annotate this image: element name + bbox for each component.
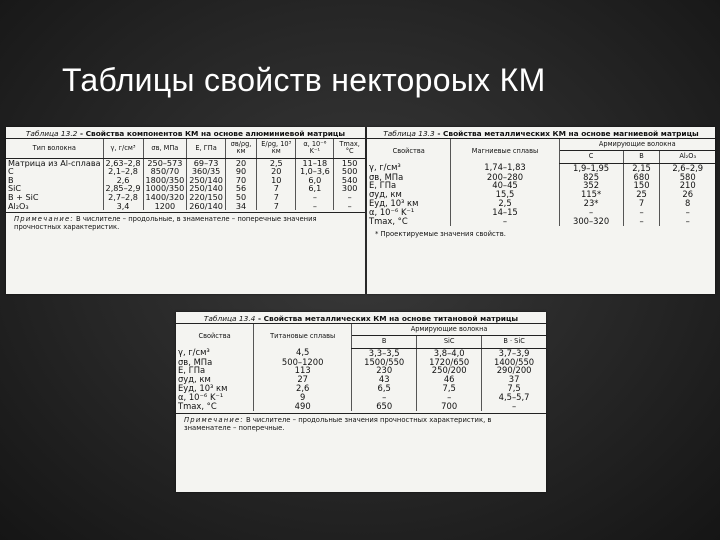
table-cell: σв, МПа bbox=[369, 171, 404, 182]
table-cell: C bbox=[8, 166, 14, 177]
table-cell: 3,4 bbox=[103, 202, 143, 211]
header-cell: Титановые сплавы bbox=[254, 324, 352, 349]
table-cell: 1400/320 bbox=[143, 193, 187, 202]
table-cell: Eуд, 10³ км bbox=[369, 198, 419, 209]
table-row bbox=[176, 348, 546, 357]
table-cell: 6,1 bbox=[296, 184, 334, 193]
header-cell: Тип волокна bbox=[6, 139, 103, 159]
table-row bbox=[367, 217, 715, 226]
table-row bbox=[367, 163, 715, 172]
table-cell: 2,6 bbox=[254, 384, 352, 393]
table-cell: 300–320 bbox=[559, 217, 623, 226]
table-cell: B + SiC bbox=[8, 191, 39, 202]
table-cell: 15,5 bbox=[451, 190, 559, 199]
table-cell: 2,7–2,8 bbox=[103, 193, 143, 202]
table-cell: 7,5 bbox=[482, 384, 546, 393]
header-cell: Свойства bbox=[176, 324, 254, 349]
table-row bbox=[367, 173, 715, 182]
table-cell: 540 bbox=[334, 176, 365, 185]
table-caption: Таблица 13.3 - Свойства металлических КМ на основе магниевой матрицы bbox=[383, 129, 699, 138]
table-cell: 490 bbox=[254, 402, 352, 411]
table-row bbox=[176, 402, 546, 411]
table-cell: 6,5 bbox=[352, 384, 417, 393]
table-cell: 300 bbox=[334, 184, 365, 193]
table-cell: – bbox=[296, 193, 334, 202]
table-cell: γ, г/см³ bbox=[178, 347, 210, 358]
header-cell: B bbox=[352, 336, 417, 348]
table-cell: Tmax, °C bbox=[369, 216, 408, 227]
table-cell: – bbox=[451, 217, 559, 226]
table-cell: 150 bbox=[623, 181, 660, 190]
table-cell: – bbox=[660, 208, 715, 217]
table-cell: 2,15 bbox=[623, 163, 660, 172]
table-cell: 825 bbox=[559, 173, 623, 182]
table-cell: 7,5 bbox=[417, 384, 482, 393]
table-cell: 2,63–2,8 bbox=[103, 158, 143, 167]
table-cell: – bbox=[334, 193, 365, 202]
table-cell: 34 bbox=[225, 202, 256, 211]
table-cell: 7 bbox=[257, 184, 296, 193]
table-cell: 7 bbox=[623, 199, 660, 208]
header-cell: E, ГПа bbox=[187, 139, 226, 159]
header-cell: α, 10⁻⁶ K⁻¹ bbox=[296, 139, 334, 159]
table-row bbox=[6, 202, 365, 211]
table-cell: 1500/550 bbox=[352, 358, 417, 367]
table-cell: 1,0–3,6 bbox=[296, 167, 334, 176]
table-note: Примечание: В числителе – продольные, в знаменателе – поперечные значения прочностных характеристик. bbox=[6, 212, 365, 231]
magnesium-matrix-table bbox=[367, 138, 715, 226]
table-cell: 2,6–2,9 bbox=[660, 163, 715, 172]
table-cell: 10 bbox=[257, 176, 296, 185]
table-cell: 70 bbox=[225, 176, 256, 185]
table-cell: 37 bbox=[482, 375, 546, 384]
slide-title: Таблицы свойств нектороых КМ bbox=[62, 62, 546, 98]
table-cell: 25 bbox=[623, 190, 660, 199]
table-row bbox=[367, 199, 715, 208]
table-cell: 220/150 bbox=[187, 193, 226, 202]
table-cell: 7 bbox=[257, 202, 296, 211]
table-row bbox=[176, 393, 546, 402]
table-cell: 200–280 bbox=[451, 173, 559, 182]
table-cell: 2,6 bbox=[103, 176, 143, 185]
header-group: Армирующие волокна bbox=[352, 324, 546, 336]
table-cell: E, ГПа bbox=[178, 365, 206, 376]
table-cell: 500–1200 bbox=[254, 358, 352, 367]
table-cell: 46 bbox=[417, 375, 482, 384]
table-row bbox=[176, 366, 546, 375]
table-cell: 14–15 bbox=[451, 208, 559, 217]
table-cell: 113 bbox=[254, 366, 352, 375]
table-cell: 1400/550 bbox=[482, 358, 546, 367]
table-cell: Tmax, °C bbox=[178, 401, 217, 412]
table-13-3-image bbox=[367, 127, 715, 294]
table-cell: 352 bbox=[559, 181, 623, 190]
titanium-matrix-table bbox=[176, 323, 546, 411]
table-cell: 1,9–1,95 bbox=[559, 163, 623, 172]
table-row bbox=[176, 375, 546, 384]
table-cell: 680 bbox=[623, 173, 660, 182]
header-cell: σв/ρg, км bbox=[225, 139, 256, 159]
table-cell: – bbox=[623, 217, 660, 226]
table-cell: 27 bbox=[254, 375, 352, 384]
aluminum-matrix-table bbox=[6, 138, 365, 210]
table-cell: – bbox=[296, 202, 334, 211]
table-cell: 4,5 bbox=[254, 348, 352, 357]
table-cell: – bbox=[417, 393, 482, 402]
table-cell: 1200 bbox=[143, 202, 187, 211]
table-cell: 1720/650 bbox=[417, 358, 482, 367]
table-cell: 20 bbox=[225, 158, 256, 167]
table-cell: 360/35 bbox=[187, 167, 226, 176]
table-cell: – bbox=[660, 217, 715, 226]
header-cell: B bbox=[623, 151, 660, 163]
table-cell: SiC bbox=[8, 183, 22, 194]
header-cell: C bbox=[559, 151, 623, 163]
header-cell: γ, г/см³ bbox=[103, 139, 143, 159]
table-cell: 260/140 bbox=[187, 202, 226, 211]
table-cell: – bbox=[559, 208, 623, 217]
table-cell: 40–45 bbox=[451, 181, 559, 190]
table-cell: Eуд, 10³ км bbox=[178, 383, 228, 394]
table-cell: 2,1–2,8 bbox=[103, 167, 143, 176]
table-cell: 3,3–3,5 bbox=[352, 348, 417, 357]
table-cell: 7 bbox=[257, 193, 296, 202]
table-cell: – bbox=[623, 208, 660, 217]
table-cell: 1800/350 bbox=[143, 176, 187, 185]
table-cell: σуд, км bbox=[178, 374, 211, 385]
table-cell: 250/140 bbox=[187, 176, 226, 185]
header-cell: σв, МПа bbox=[143, 139, 187, 159]
table-cell: 43 bbox=[352, 375, 417, 384]
table-cell: α, 10⁻⁶ K⁻¹ bbox=[369, 207, 415, 218]
table-cell: Al₂O₃ bbox=[8, 200, 29, 211]
table-cell: 250/140 bbox=[187, 184, 226, 193]
header-cell: E/ρg, 10³ км bbox=[257, 139, 296, 159]
table-13-4-image bbox=[176, 312, 546, 492]
table-row bbox=[6, 184, 365, 193]
table-cell: σуд, км bbox=[369, 189, 402, 200]
table-caption: Таблица 13.4 - Свойства металлических КМ на основе титановой матрицы bbox=[203, 314, 519, 323]
header-cell: Tmax, °C bbox=[334, 139, 365, 159]
table-cell: 290/200 bbox=[482, 366, 546, 375]
table-cell: 69–73 bbox=[187, 158, 226, 167]
table-cell: 23* bbox=[559, 199, 623, 208]
table-note: Примечание: В числителе – продольные значения прочностных характеристик, в знаменателе – поперечные. bbox=[176, 413, 546, 432]
table-cell: 2,5 bbox=[451, 199, 559, 208]
header-cell: Магниевые сплавы bbox=[451, 139, 559, 164]
table-footnote: * Проектируемые значения свойств. bbox=[375, 229, 506, 238]
table-cell: 230 bbox=[352, 366, 417, 375]
table-cell: E, ГПа bbox=[369, 180, 397, 191]
header-group: Армирующие волокна bbox=[559, 139, 715, 151]
table-cell: 1,74–1,83 bbox=[451, 163, 559, 172]
table-cell: 11–18 bbox=[296, 158, 334, 167]
table-cell: 90 bbox=[225, 167, 256, 176]
table-cell: 2,85–2,9 bbox=[103, 184, 143, 193]
table-cell: 26 bbox=[660, 190, 715, 199]
table-cell: – bbox=[334, 202, 365, 211]
table-cell: 210 bbox=[660, 181, 715, 190]
table-caption: Таблица 13.2 - Свойства компонентов КМ на основе алюминиевой матрицы bbox=[25, 129, 346, 138]
table-row bbox=[176, 384, 546, 393]
table-cell: 9 bbox=[254, 393, 352, 402]
table-cell: 700 bbox=[417, 402, 482, 411]
table-cell: α, 10⁻⁶ K⁻¹ bbox=[178, 392, 224, 403]
table-cell: 3,7–3,9 bbox=[482, 348, 546, 357]
table-cell: σв, МПа bbox=[178, 356, 213, 367]
table-cell: 580 bbox=[660, 173, 715, 182]
header-cell: Свойства bbox=[367, 139, 451, 164]
table-row bbox=[367, 181, 715, 190]
table-cell: 6,0 bbox=[296, 176, 334, 185]
table-cell: 2,5 bbox=[257, 158, 296, 167]
table-cell: 115* bbox=[559, 190, 623, 199]
table-cell: 650 bbox=[352, 402, 417, 411]
table-cell: γ, г/см³ bbox=[369, 162, 401, 173]
table-cell: 4,5–5,7 bbox=[482, 393, 546, 402]
table-cell: B bbox=[8, 174, 14, 185]
table-cell: 250–573 bbox=[143, 158, 187, 167]
table-row bbox=[367, 208, 715, 217]
table-cell: – bbox=[482, 402, 546, 411]
table-cell: 1000/350 bbox=[143, 184, 187, 193]
table-cell: 3,8–4,0 bbox=[417, 348, 482, 357]
table-cell: 56 bbox=[225, 184, 256, 193]
table-cell: 50 bbox=[225, 193, 256, 202]
table-row bbox=[6, 193, 365, 202]
table-cell: 250/200 bbox=[417, 366, 482, 375]
header-cell: Al₂O₃ bbox=[660, 151, 715, 163]
table-cell: 500 bbox=[334, 167, 365, 176]
table-row bbox=[367, 190, 715, 199]
table-cell: 150 bbox=[334, 158, 365, 167]
table-cell: 8 bbox=[660, 199, 715, 208]
table-row bbox=[176, 358, 546, 367]
table-13-2-image bbox=[6, 127, 365, 294]
table-cell: 20 bbox=[257, 167, 296, 176]
table-cell: 850/70 bbox=[143, 167, 187, 176]
table-cell: Матрица из Al-сплава bbox=[8, 157, 101, 168]
table-cell: – bbox=[352, 393, 417, 402]
header-cell: B · SiC bbox=[482, 336, 546, 348]
header-cell: SiC bbox=[417, 336, 482, 348]
